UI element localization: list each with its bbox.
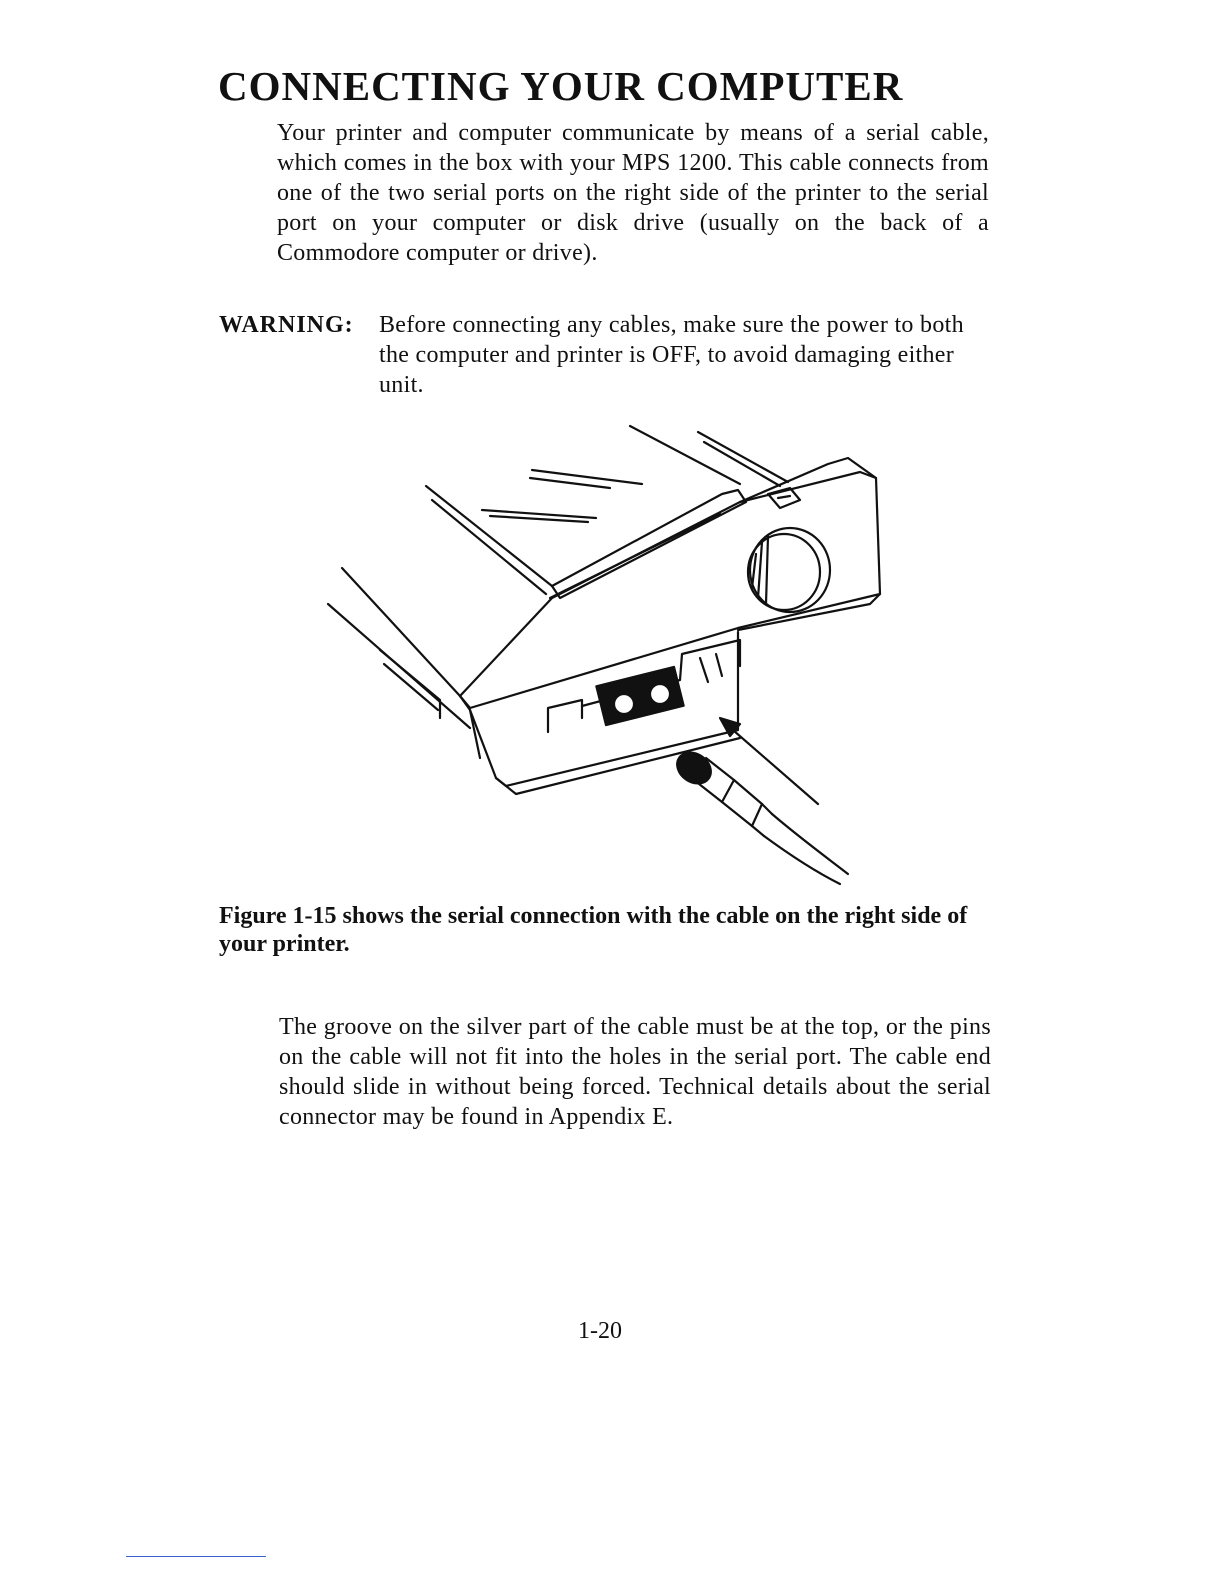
warning-text: Before connecting any cables, make sure the power to both the computer and printer is OFF, to avoid damaging either unit. [379, 312, 964, 398]
printer-body [328, 458, 880, 794]
serial-port-2-icon [650, 684, 670, 704]
warning-label: WARNING: [219, 312, 354, 338]
platen-knob-icon [748, 528, 830, 612]
details-paragraph: The groove on the silver part of the cable must be at the top, or the pins on the cable will not fit into the holes in the serial port. The cable end should slide in without being forced. Technical details about the serial connector may be found in Appendix E. [279, 1014, 991, 1130]
page-title: CONNECTING YOUR COMPUTER [218, 63, 904, 109]
printer-serial-figure [320, 418, 910, 888]
page-number: 1-20 [578, 1318, 622, 1344]
serial-ports [548, 640, 740, 732]
figure-caption: Figure 1-15 shows the serial connection with the cable on the right side of your printer. [219, 903, 968, 957]
serial-port-1-icon [614, 694, 634, 714]
footer-rule [126, 1556, 266, 1557]
insert-arrow-icon [720, 718, 818, 804]
intro-paragraph: Your printer and computer communicate by means of a serial cable, which comes in the box with your MPS 1200. This cable connects from one of the two serial ports on the right side of the printer to the serial port on your computer or disk drive (usually on the back of a Commodore computer or drive). [277, 120, 989, 266]
cable-plug-icon [671, 746, 848, 884]
